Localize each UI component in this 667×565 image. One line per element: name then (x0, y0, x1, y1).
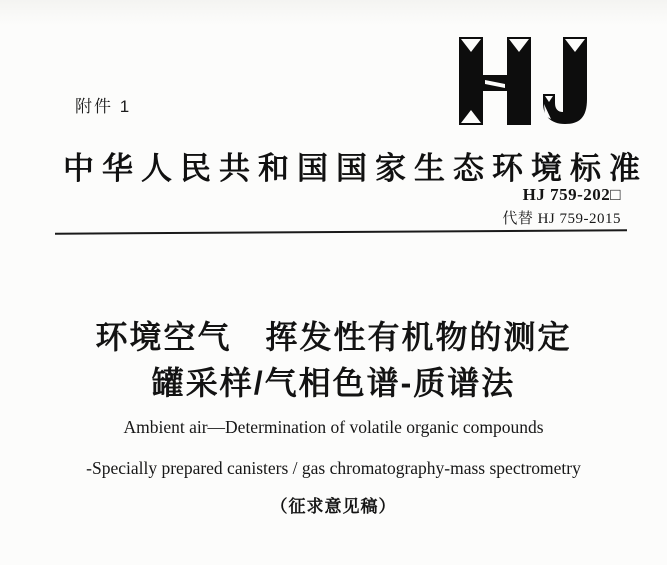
document-title-cn-line1: 环境空气 挥发性有机物的测定 (95, 319, 572, 355)
scan-shading (0, 0, 667, 26)
national-standard-title: 中华人民共和国国家生态环境标准 (63, 151, 648, 186)
document-title-en-line2: -Specially prepared canisters / gas chromatography-mass spectrometry (86, 458, 581, 478)
hj-logo (457, 36, 589, 126)
document-title-en-line1: Ambient air—Determination of volatile organic compounds (123, 417, 544, 437)
document-title-cn-line2: 罐采样/气相色谱-质谱法 (151, 365, 516, 401)
draft-stage-note: （征求意见稿） (270, 497, 397, 516)
standard-number: HJ 759-202□ (522, 185, 621, 204)
attachment-label: 附件 1 (75, 97, 132, 116)
hj-logo-icon (457, 36, 589, 126)
header-rule (55, 229, 627, 234)
replaces-note: 代替 HJ 759-2015 (502, 211, 621, 227)
